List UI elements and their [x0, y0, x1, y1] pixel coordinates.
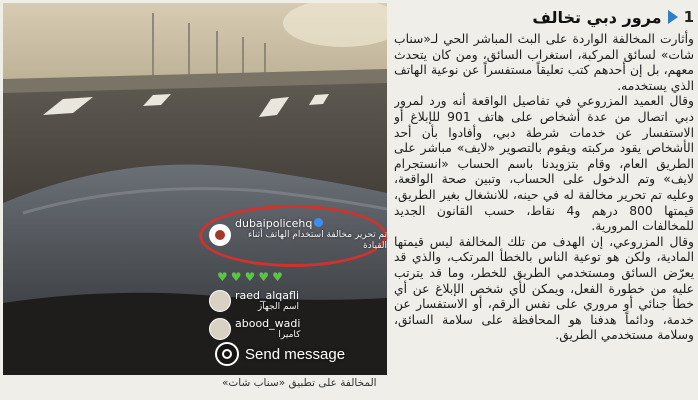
comment-username: abood_wadi: [235, 317, 301, 330]
heart-icon: ♥: [230, 270, 242, 284]
comment-username: raed_alqafli: [235, 289, 300, 302]
heart-icon: ♥: [272, 270, 283, 284]
comment-row: [209, 289, 299, 313]
user-avatar: [209, 290, 231, 312]
user-avatar: [209, 318, 231, 340]
heart-icon: ♥: [217, 270, 228, 284]
snapchat-overlay: [3, 3, 387, 375]
send-message-bar[interactable]: [215, 341, 347, 367]
headline-row: [394, 4, 694, 30]
comment-text: كاميرا: [278, 330, 301, 340]
comment-text: تم تحرير مخالفة استخدام الهاتف أثناء القيادة: [247, 230, 387, 251]
article-paragraph: وقال العميد المزروعي في تفاصيل الواقعة أنه ورد لمرور دبي اتصال من عدة أشخاص على هاتف 901 للإبلاغ أو الاستفسار عن خدمات شرطة دبي، وأفادوا بأن أحد الأشخاص يقود مركبته ويقوم بالتصوير «لايف» مباشر على الطريق العام، وقام بتزويدنا باسم الحساب «انستجرام لايف» وتم الدخول على الحساب، وتبين صحة الواقعة، وعليه تم تحرير مخالفة له في حينه، للانشغال بغير الطريق، قيمتها 800 درهم و4 نقاط، حسب القانون الجديد للمخالفات المرورية.: [394, 94, 694, 234]
triangle-marker-icon: [668, 10, 678, 24]
article-column: [394, 4, 694, 396]
send-message-label[interactable]: Send message: [245, 345, 346, 363]
snapchat-live-photo: [3, 3, 387, 375]
photo-caption: المخالفة على تطبيق «سناب شات»: [222, 377, 377, 389]
heart-icon: ♥: [244, 270, 256, 284]
camera-icon[interactable]: [215, 342, 239, 366]
article-headline: مرور دبي تخالف: [532, 7, 662, 27]
heart-icon: ♥: [258, 270, 270, 284]
comment-row: [209, 217, 387, 252]
article-paragraph: وأثارت المخالفة الواردة على البث المباشر الحي لـ«سناب شات» لسائق المركبة، استغراب السائق، ومن كان يتحدث معهم، بل إن أحدهم كتب تعليقاً مستفسراً عن نوعية الهاتف الذي يستخدمه.: [394, 32, 694, 93]
comment-username: dubaipolicehq: [235, 217, 387, 230]
comment-text: اسم الجهاز: [257, 302, 300, 312]
article-number: 1: [683, 8, 694, 26]
verified-badge-icon: [314, 218, 323, 227]
article-paragraph: وقال المزروعي، إن الهدف من تلك المخالفة ليس قيمتها المادية، ولكن هو توعية الناس بالخطأ المرتكب، والذي قد يعرّض السائق ومستخدمي الطريق للخطر، وما قد يترتب عليه من خطورة الفعل، ويمكن لأي شخص الإبلاغ عن أي خطأ جنائي أو مروري على نفس الرقم، أو الاستفسار عن خدمة، ودائماً هدفنا هو المحافظة على سلامة السائق، وسلامة مستخدمي الطريق.: [394, 234, 694, 343]
comment-row: [209, 317, 300, 341]
hearts-row: [217, 271, 283, 283]
police-avatar: [209, 224, 231, 246]
